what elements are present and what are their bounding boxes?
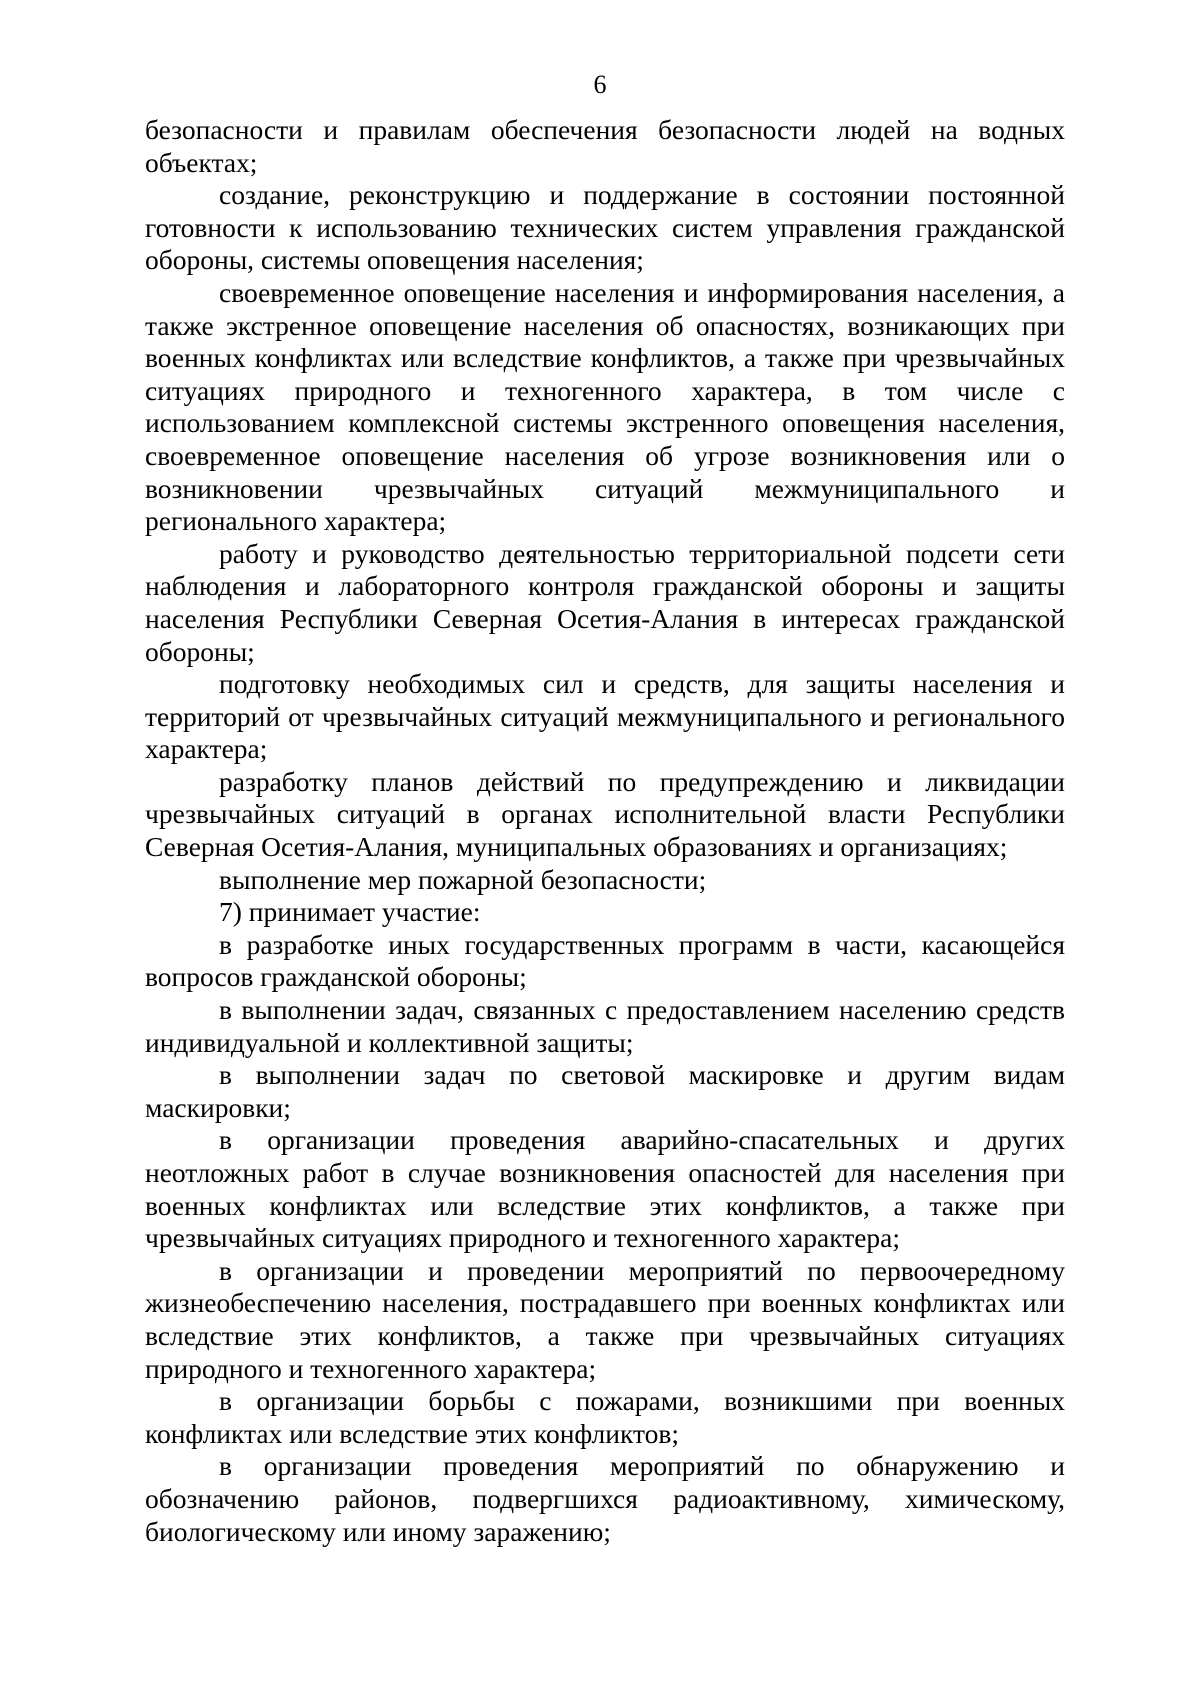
numbered-clause-heading: 7) принимает участие: bbox=[219, 896, 481, 928]
paragraph: в организации проведения мероприятий по обнаружению и обозначению районов, подвергшихся радиоактивному, химическому, биологическому или иному заражению; bbox=[145, 1450, 1065, 1547]
paragraph: в организации борьбы с пожарами, возникшими при военных конфликтах или вследствие этих конфликтов; bbox=[145, 1385, 1065, 1449]
paragraph-continuation: безопасности и правилам обеспечения безопасности людей на водных объектах; bbox=[145, 114, 1065, 178]
paragraph: создание, реконструкцию и поддержание в состоянии постоянной готовности к использованию технических систем управления гражданской обороны, системы оповещения населения; bbox=[145, 179, 1065, 276]
paragraph: в выполнении задач, связанных с предоставлением населению средств индивидуальной и коллективной защиты; bbox=[145, 994, 1065, 1058]
paragraph: выполнение мер пожарной безопасности; bbox=[219, 863, 707, 895]
page-number: 6 bbox=[593, 70, 607, 99]
paragraph: в выполнении задач по световой маскировке и другим видам маскировки; bbox=[145, 1059, 1065, 1123]
paragraph: в организации и проведении мероприятий по первоочередному жизнеобеспечению населения, пострадавшего при военных конфликтах или вследствие этих конфликтов, а также при чрезвычайных ситуациях природного и техногенного характера; bbox=[145, 1254, 1065, 1384]
paragraph: подготовку необходимых сил и средств, для защиты населения и территорий от чрезвычайных ситуаций межмуниципального и регионального характера; bbox=[145, 668, 1065, 765]
paragraph: своевременное оповещение населения и информирования населения, а также экстренное оповещение населения об опасностях, возникающих при военных конфликтах или вследствие конфликтов, а также при чрезвычайных ситуациях природного и техногенного характера, в том числе с использованием комплексной системы экстренного оповещения населения, своевременное оповещение населения об угрозе возникновения или о возникновении чрезвычайных ситуаций межмуниципального и регионального характера; bbox=[145, 276, 1065, 537]
document-body bbox=[145, 114, 1065, 1548]
paragraph: в организации проведения аварийно-спасательных и других неотложных работ в случае возникновения опасностей для населения при военных конфликтах или вследствие этих конфликтов, а также при чрезвычайных ситуациях природного и техногенного характера; bbox=[145, 1124, 1065, 1254]
paragraph: в разработке иных государственных программ в части, касающейся вопросов гражданской обороны; bbox=[145, 928, 1065, 993]
paragraph: разработку планов действий по предупреждению и ликвидации чрезвычайных ситуаций в органах исполнительной власти Республики Северная Осетия-Алания, муниципальных образованиях и организациях; bbox=[145, 765, 1065, 863]
paragraph: работу и руководство деятельностью территориальной подсети сети наблюдения и лабораторного контроля гражданской обороны и защиты населения Республики Северная Осетия-Алания в интересах гражданской обороны; bbox=[145, 537, 1065, 667]
